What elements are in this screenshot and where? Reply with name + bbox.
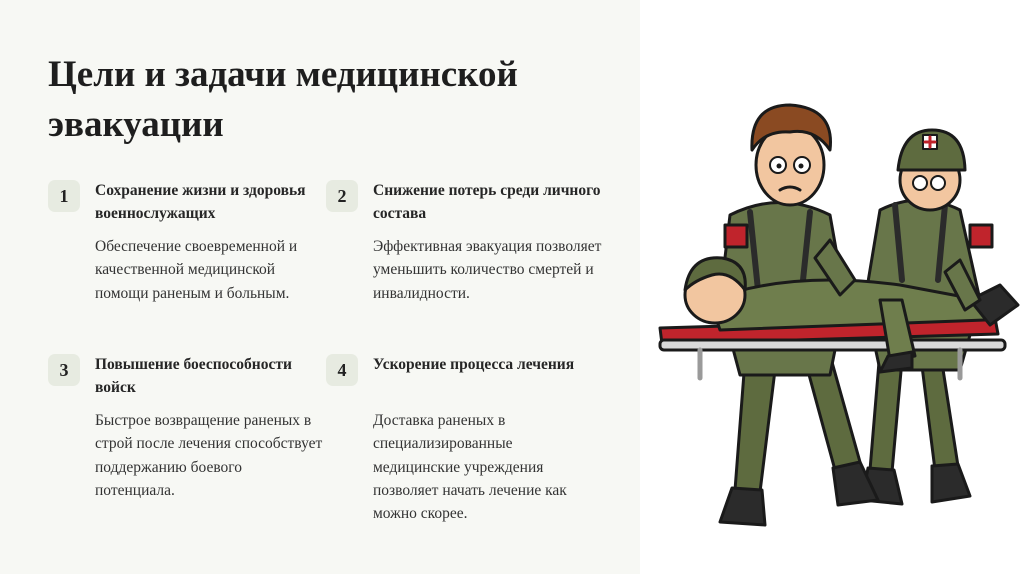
number-badge: 3 [48,354,80,386]
number-badge: 2 [326,180,358,212]
goal-title: Повышение боеспособности войск [95,356,292,396]
goal-text: Доставка раненых в специализированные медицинские учреждения позволяет начать лечение как можно скорее. [373,412,567,523]
goal-text: Быстрое возвращение раненых в строй после лечения способствует поддержанию боевого потенциала. [95,412,323,499]
goal-title: Ускорение процесса лечения [373,356,575,373]
number-badge: 4 [326,354,358,386]
slide-title: Цели и задачи медицинской эвакуации [48,54,518,145]
goal-text: Эффективная эвакуация позволяет уменьшить количество смертей и инвалидности. [373,238,602,302]
goal-text: Обеспечение своевременной и качественной медицинской помощи раненым и больным. [95,238,298,302]
goal-title: Сохранение жизни и здоровья военнослужащих [95,182,306,222]
goal-title: Снижение потерь среди личного состава [373,182,601,222]
soldiers-stretcher-illustration [640,0,1024,574]
number-badge: 1 [48,180,80,212]
